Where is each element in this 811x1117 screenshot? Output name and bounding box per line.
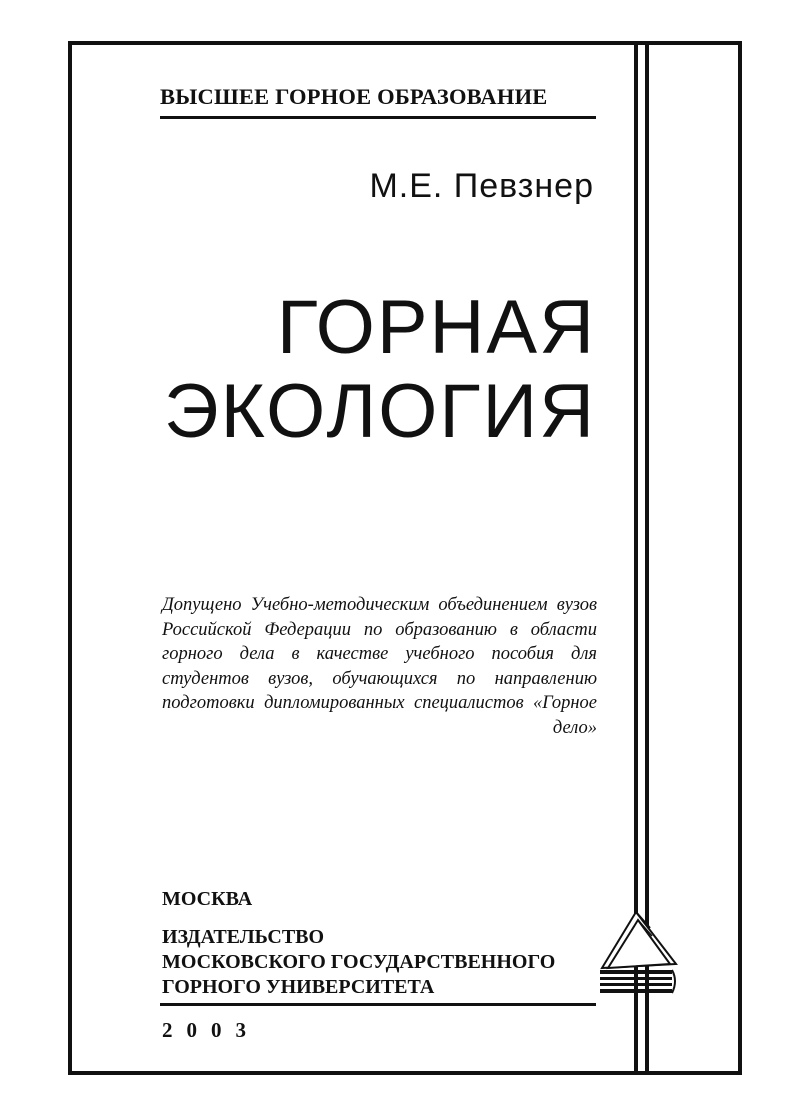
book-title-line-2: ЭКОЛОГИЯ — [164, 369, 596, 454]
publisher-line-3: ГОРНОГО УНИВЕРСИТЕТА — [162, 976, 435, 998]
publisher-underline — [160, 1003, 596, 1006]
approval-statement: Допущено Учебно-методическим объединением вузов Российской Федерации по образованию в области горного дела в качестве учебного пособия для студентов вузов, обучающихся по направлению подготовки дипломированных специалистов «Горное дело» — [162, 595, 597, 738]
publisher-name — [162, 925, 555, 1000]
publication-city: МОСКВА — [162, 888, 253, 910]
series-underline — [160, 116, 596, 119]
publisher-line-2: МОСКОВСКОГО ГОСУДАРСТВЕННОГО — [162, 951, 556, 973]
series-title: ВЫСШЕЕ ГОРНОЕ ОБРАЗОВАНИЕ — [160, 84, 548, 109]
author-name: М.Е. Певзнер — [369, 167, 594, 205]
publication-year: 2003 — [162, 1018, 260, 1042]
book-title — [164, 286, 596, 454]
publisher-book-triangle-icon — [598, 906, 680, 996]
book-title-line-1: ГОРНАЯ — [276, 285, 596, 370]
publisher-line-1: ИЗДАТЕЛЬСТВО — [162, 926, 325, 948]
